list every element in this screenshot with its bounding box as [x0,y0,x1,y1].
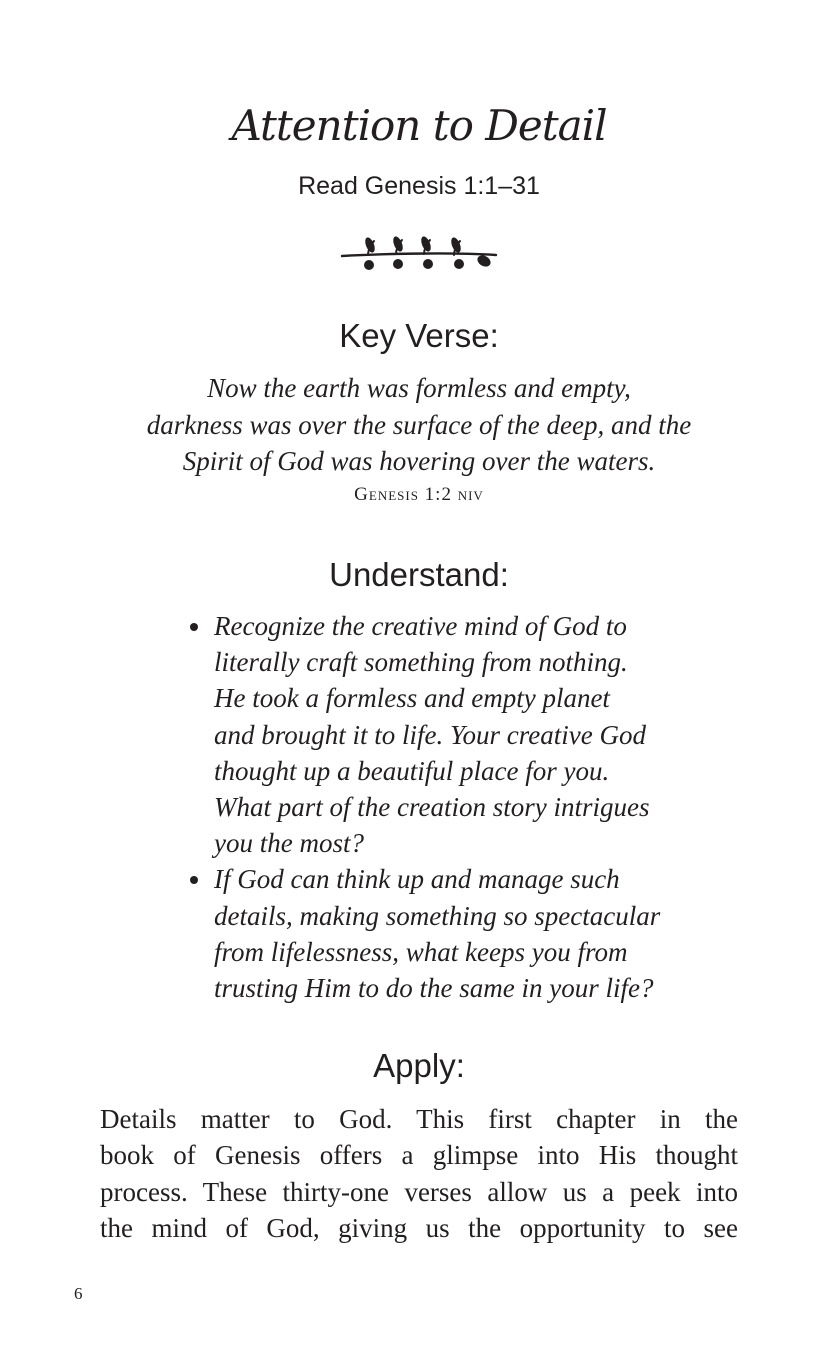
key-verse-line: Spirit of God was hovering over the waters. [182,446,656,476]
page-title: Attention to Detail [231,101,607,150]
bullet-line: trusting Him to do the same in your life? [214,973,654,1004]
bullet-line: literally craft something from nothing. [214,647,628,678]
bullet-icon [190,623,198,631]
key-verse-heading: Key Verse: [339,317,499,354]
bullet-line: What part of the creation story intrigues [214,792,650,823]
bullet-line: thought up a beautiful place for you. [214,755,610,786]
apply-line: book of Genesis offers a glimpse into His thought [100,1140,738,1171]
apply-line: the mind of God, giving us the opportunity to see [100,1212,738,1243]
apply-heading: Apply: [373,1047,465,1084]
key-verse-text [0,370,838,480]
bullet-icon [190,876,198,884]
apply-line: process. These thirty-one verses allow us a peek into [100,1176,738,1207]
key-verse-line: darkness was over the surface of the deep, and the [146,409,692,440]
bullet-line: details, making something so spectacular [214,900,661,931]
apply-line: Details matter to God. This first chapter in the [100,1104,738,1134]
list-item [190,608,730,861]
key-verse-line: Now the earth was formless and empty, [207,373,631,403]
understand-list [190,608,730,1006]
scripture-reading: Read Genesis 1:1–31 [298,172,540,200]
bullet-line: Recognize the creative mind of God to [214,611,627,641]
bullet-line: you the most? [214,828,364,859]
bullet-line: and brought it to life. Your creative God [214,719,646,750]
page-number: 6 [74,1284,83,1303]
bullet-line: If God can think up and manage such [214,864,620,895]
bullet-line: He took a formless and empty planet [214,683,610,714]
understand-heading: Understand: [329,556,509,593]
key-verse-reference: Genesis 1:2 niv [354,484,484,505]
leaf-vine-ornament-icon [338,228,500,274]
list-item [190,861,730,1006]
apply-paragraph [100,1101,738,1246]
bullet-line: from lifelessness, what keeps you from [214,936,628,967]
